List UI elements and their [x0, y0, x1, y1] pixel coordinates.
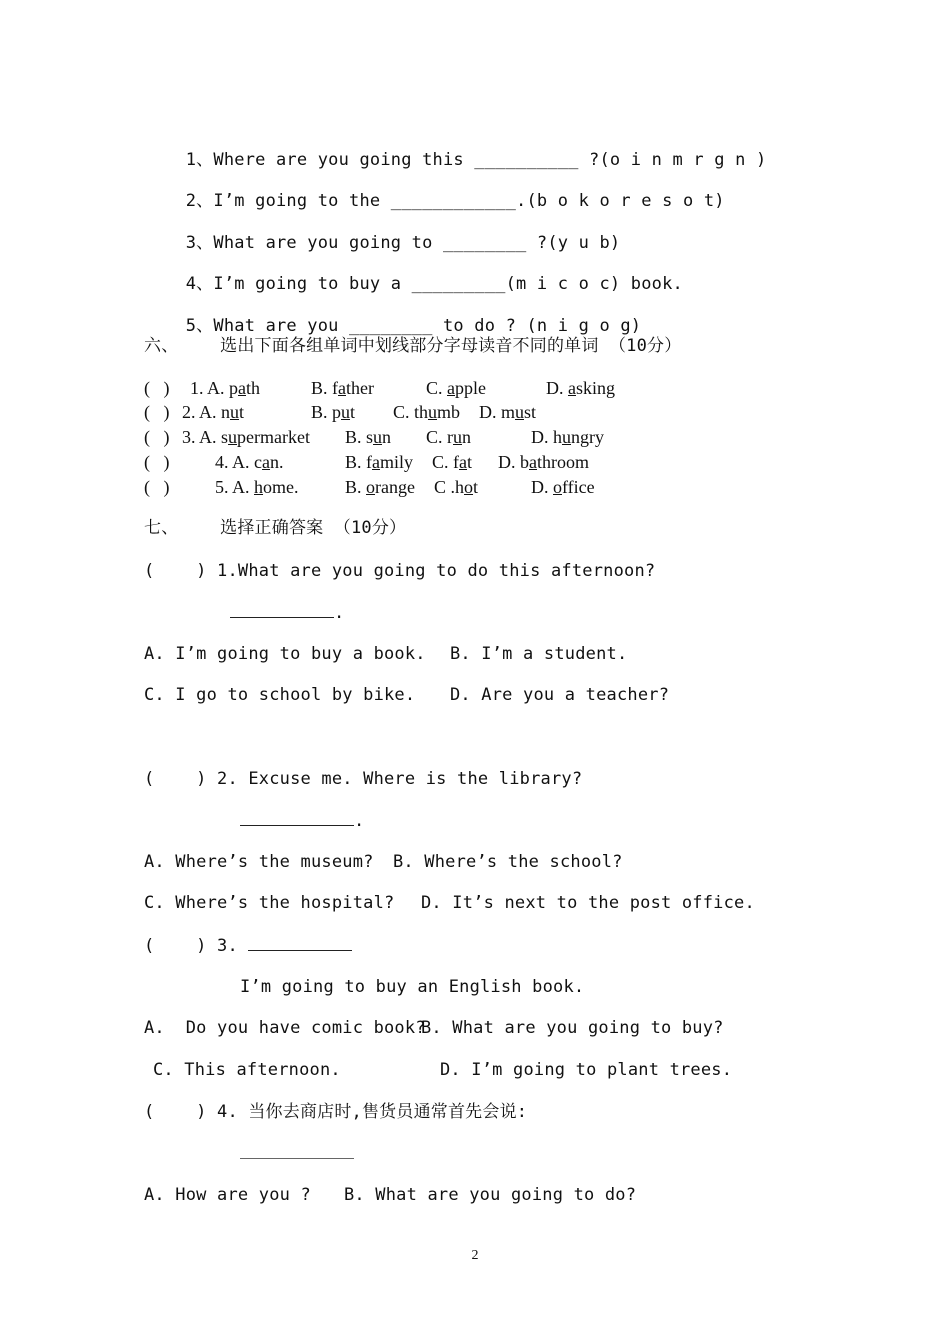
question-1-answer-line[interactable] — [230, 601, 344, 624]
item-label: 5. A. — [215, 477, 255, 497]
answer-paren[interactable]: ( ) — [144, 477, 170, 497]
underlined-letter: a — [262, 452, 271, 472]
word-prefix: D. — [531, 477, 553, 497]
underlined-letter: u — [562, 427, 571, 447]
item-number: 4、 — [185, 274, 214, 294]
word-suffix: ffice — [562, 477, 595, 497]
question-2-option-a[interactable]: A. Where’s the museum? — [144, 852, 374, 872]
word-prefix: B. f — [345, 452, 372, 472]
word-suffix: n — [382, 427, 392, 447]
item-hint: to do ? (n i g o g) — [432, 316, 642, 336]
answer-paren[interactable]: ( ) — [144, 378, 170, 398]
phonics-option-b[interactable] — [345, 426, 391, 448]
word-prefix: B. p — [311, 402, 342, 422]
word-prefix: C. th — [393, 402, 429, 422]
word-prefix: C. f — [432, 452, 459, 472]
word-suffix: t — [473, 477, 479, 497]
answer-blank[interactable]: ________ — [349, 316, 433, 336]
item-text: What are you — [213, 316, 339, 336]
word-suffix: throom — [537, 452, 589, 472]
word-suffix: permarket — [237, 427, 310, 447]
item-label: 3. A. — [182, 427, 222, 447]
question-1-option-d[interactable]: D. Are you a teacher? — [450, 685, 670, 705]
item-text: What are you going to — [213, 233, 433, 253]
page-number: 2 — [471, 1248, 479, 1263]
word-prefix: D. m — [479, 402, 515, 422]
item-hint: ?(o i n m r g n ) — [578, 150, 767, 170]
question-4-answer-line[interactable] — [240, 1142, 354, 1165]
item-text: I’m going to the — [213, 191, 381, 211]
item-number: 2、 — [185, 191, 214, 211]
phonics-option-c[interactable] — [426, 426, 471, 448]
phonics-option-c[interactable] — [432, 451, 472, 473]
phonics-option-a[interactable] — [215, 476, 299, 498]
word-prefix: D. — [546, 378, 568, 398]
phonics-option-a[interactable] — [182, 401, 244, 423]
question-3-option-d[interactable]: D. I’m going to plant trees. — [440, 1060, 733, 1080]
phonics-option-a[interactable] — [215, 451, 284, 473]
phonics-option-c[interactable] — [434, 476, 478, 498]
question-3-option-b[interactable]: B. What are you going to buy? — [421, 1018, 724, 1038]
word-suffix: ome. — [263, 477, 299, 497]
answer-blank[interactable] — [240, 809, 354, 826]
word-prefix: B. s — [345, 427, 374, 447]
phonics-option-b[interactable] — [311, 377, 374, 399]
word-prefix: C. r — [426, 427, 453, 447]
item-number: 1、 — [185, 150, 214, 170]
word-suffix: range — [375, 477, 415, 497]
item-text: I’m going to buy a — [213, 274, 402, 294]
phonics-option-d[interactable] — [479, 401, 536, 423]
underlined-letter: u — [228, 427, 238, 447]
underlined-letter: h — [254, 477, 264, 497]
word-suffix: mily — [380, 452, 414, 472]
underlined-letter: u — [341, 402, 351, 422]
underlined-letter: u — [515, 402, 524, 422]
underlined-letter: a — [459, 452, 467, 472]
item-label: 1. A. — [190, 378, 230, 398]
item-text: Where are you going this — [213, 150, 464, 170]
answer-paren[interactable]: ( ) — [144, 402, 170, 422]
question-3-stem — [144, 934, 352, 957]
underlined-letter: a — [338, 378, 346, 398]
phonics-option-c[interactable] — [393, 401, 460, 423]
question-number: ( ) 3. — [144, 936, 238, 956]
word-prefix: D. b — [498, 452, 529, 472]
item-hint: (m i c o c) book. — [505, 274, 683, 294]
phonics-option-a[interactable] — [182, 426, 310, 448]
phonics-option-d[interactable] — [498, 451, 589, 473]
item-hint: ?(y u b) — [526, 233, 621, 253]
item-label: 2. A. — [182, 402, 222, 422]
phonics-option-d[interactable] — [531, 476, 595, 498]
section-6-heading: 六、 选出下面各组单词中划线部分字母读音不同的单词 （10分） — [144, 336, 682, 356]
question-2-option-c[interactable]: C. Where’s the hospital? — [144, 893, 395, 913]
question-1-option-a[interactable]: A. I’m going to buy a book. — [144, 644, 426, 664]
phonics-option-c[interactable] — [426, 377, 486, 399]
answer-blank[interactable]: _________ — [411, 274, 506, 294]
question-1-option-b[interactable]: B. I’m a student. — [450, 644, 628, 664]
word-suffix: ther — [346, 378, 374, 398]
item-number: 5、 — [185, 316, 214, 336]
answer-paren[interactable]: ( ) — [144, 427, 170, 447]
question-3-option-c[interactable]: C. This afternoon. — [153, 1060, 341, 1080]
question-3-option-a[interactable]: A. Do you have comic book? — [144, 1018, 426, 1038]
answer-paren[interactable]: ( ) — [144, 452, 170, 472]
item-hint: .(b o k o r e s o t) — [516, 191, 725, 211]
item-number: 3、 — [185, 233, 214, 253]
answer-blank[interactable] — [230, 601, 334, 618]
underlined-letter: u — [373, 427, 383, 447]
word-suffix: mb — [437, 402, 461, 422]
word-suffix: t — [467, 452, 473, 472]
answer-blank[interactable]: ____________ — [390, 191, 517, 211]
question-2-option-d[interactable]: D. It’s next to the post office. — [421, 893, 755, 913]
word-prefix: c — [254, 452, 263, 472]
answer-period: . — [334, 603, 345, 623]
word-suffix: st — [524, 402, 537, 422]
underlined-letter: a — [529, 452, 537, 472]
question-1-stem: ( ) 1.What are you going to do this afternoon? — [144, 561, 656, 581]
word-prefix: B. f — [311, 378, 338, 398]
word-suffix: t — [350, 402, 356, 422]
question-2-answer-line[interactable] — [240, 809, 364, 832]
answer-blank[interactable]: ________ — [442, 233, 527, 253]
answer-period: . — [354, 811, 365, 831]
word-suffix: th — [246, 378, 261, 398]
underlined-letter: a — [568, 378, 576, 398]
phonics-option-b[interactable] — [345, 476, 415, 498]
word-prefix: n — [221, 402, 231, 422]
underlined-letter: o — [366, 477, 376, 497]
underlined-letter: o — [464, 477, 474, 497]
answer-blank[interactable]: __________ — [474, 150, 579, 170]
word-prefix: D. h — [531, 427, 562, 447]
word-prefix: s — [221, 427, 229, 447]
question-2-option-b[interactable]: B. Where’s the school? — [393, 852, 623, 872]
word-suffix: ngry — [571, 427, 604, 447]
question-4-stem: ( ) 4. 当你去商店时,售货员通常首先会说: — [144, 1102, 528, 1122]
underlined-letter: a — [238, 378, 247, 398]
underlined-letter: o — [553, 477, 562, 497]
question-4-option-b[interactable]: B. What are you going to do? — [344, 1185, 637, 1205]
word-suffix: n — [462, 427, 471, 447]
question-4-option-a[interactable]: A. How are you ? — [144, 1185, 311, 1205]
question-2-stem: ( ) 2. Excuse me. Where is the library? — [144, 769, 583, 789]
phonics-option-d[interactable] — [546, 377, 615, 399]
underlined-letter: u — [428, 402, 438, 422]
word-suffix: n. — [270, 452, 284, 472]
question-1-option-c[interactable]: C. I go to school by bike. — [144, 685, 416, 705]
word-prefix: p — [229, 378, 239, 398]
word-suffix: sking — [576, 378, 616, 398]
phonics-option-a[interactable] — [190, 377, 260, 399]
answer-blank[interactable] — [240, 1142, 354, 1159]
item-label: 4. A. — [215, 452, 255, 472]
answer-blank[interactable] — [248, 934, 352, 951]
word-suffix: t — [239, 402, 245, 422]
word-prefix: C .h — [434, 477, 465, 497]
phonics-option-d[interactable] — [531, 426, 604, 448]
underlined-letter: u — [230, 402, 240, 422]
word-suffix: pple — [455, 378, 487, 398]
section-7-heading: 七、 选择正确答案 （10分） — [144, 518, 407, 538]
underlined-letter: a — [372, 452, 380, 472]
question-3-response: I’m going to buy an English book. — [240, 977, 585, 997]
underlined-letter: u — [453, 427, 462, 447]
underlined-letter: a — [447, 378, 456, 398]
word-prefix: B. — [345, 477, 367, 497]
phonics-option-b[interactable] — [311, 401, 355, 423]
phonics-option-b[interactable] — [345, 451, 413, 473]
word-prefix: C. — [426, 378, 448, 398]
